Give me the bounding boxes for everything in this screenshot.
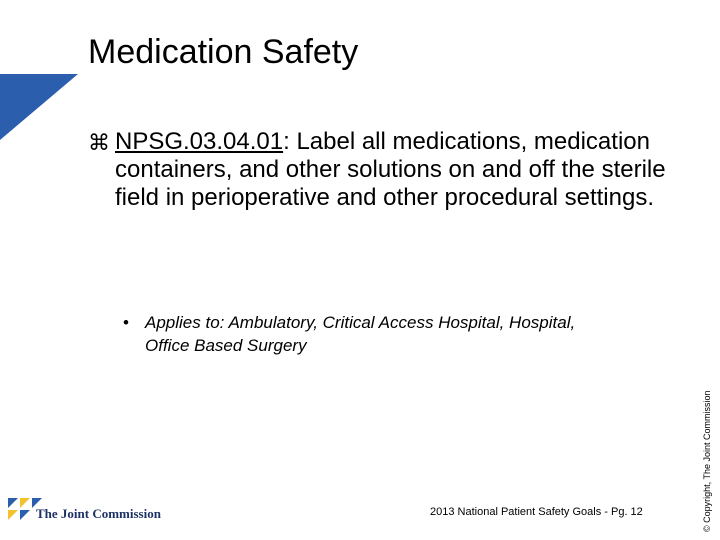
sub-bullet bbox=[123, 311, 603, 357]
bullet-glyph: ⌘ bbox=[88, 130, 110, 155]
goal-code: NPSG.03.04.01 bbox=[115, 128, 284, 155]
main-bullet-text bbox=[115, 128, 678, 212]
footer-page-label: 2013 National Patient Safety Goals - Pg. 12 bbox=[430, 506, 643, 518]
sub-bullet-dot: • bbox=[123, 313, 129, 332]
logo-wordmark: The Joint Commission bbox=[36, 506, 161, 521]
main-bullet bbox=[88, 128, 678, 212]
slide-title: Medication Safety bbox=[88, 33, 359, 71]
corner-decoration bbox=[0, 0, 90, 140]
goal-description: : Label all medications, medication containers, and other solutions on and off the sterile field in perioperative and other procedural settings. bbox=[115, 128, 666, 211]
copyright-notice: © Copyright, The Joint Commission bbox=[702, 390, 712, 532]
sub-bullet-text: Applies to: Ambulatory, Critical Access Hospital, Hospital, Office Based Surgery bbox=[145, 313, 576, 355]
